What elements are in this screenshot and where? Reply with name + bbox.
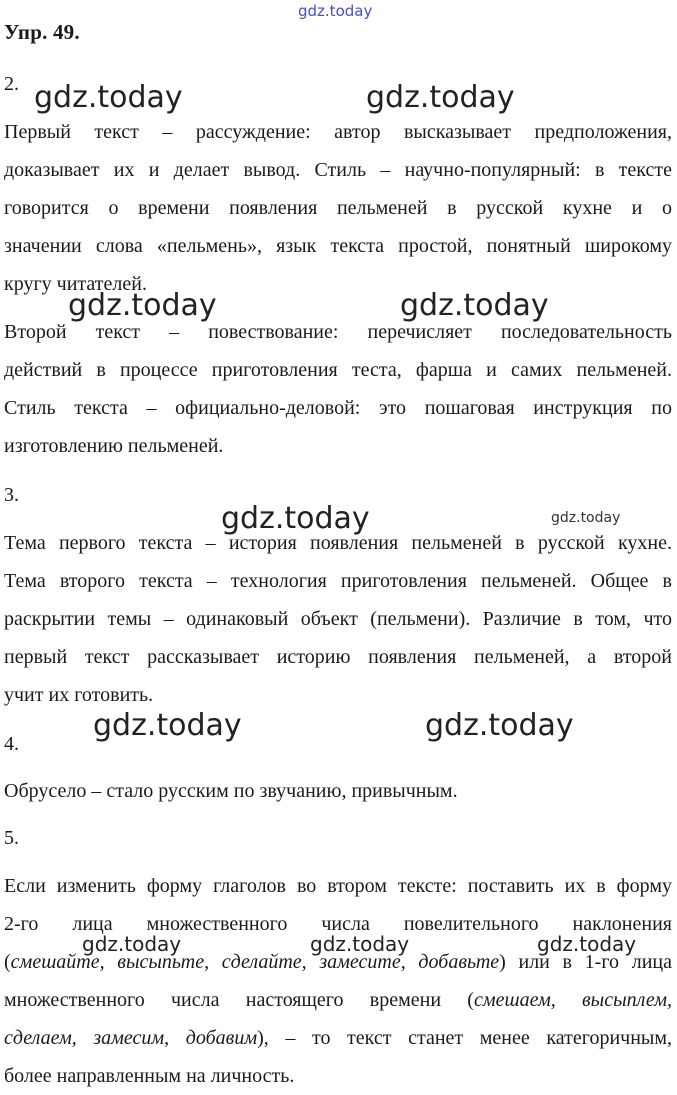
text-line: Первый текст – рассуждение: автор высказывает предположения, — [4, 121, 672, 143]
section-number: 4. — [4, 733, 19, 755]
text-line: изготовлению пельменей. — [4, 435, 224, 457]
watermark: gdz.today — [93, 708, 242, 743]
text-line — [4, 1019, 672, 1057]
watermark: gdz.today — [68, 288, 217, 323]
section-number: 5. — [4, 827, 19, 849]
text-fragment: ( — [4, 951, 11, 973]
paragraph — [4, 524, 672, 714]
section-number: 3. — [4, 484, 19, 506]
italic-verbs: сделаем, замесим, добавим — [4, 1027, 258, 1049]
exercise-title: Упр. 49. — [4, 20, 80, 44]
text-line: 2-го лица множественного числа повелительного наклонения — [4, 913, 672, 935]
text-line — [4, 981, 672, 1019]
watermark: gdz.today — [310, 932, 410, 956]
text-line: Второй текст – повествование: перечисляет последовательность — [4, 321, 672, 343]
text-line: значении слова «пельмень», язык текста простой, понятный широкому — [4, 235, 672, 257]
text-line: действий в процессе приготовления теста, фарша и самих пельменей. — [4, 359, 672, 381]
text-line: учит их готовить. — [4, 684, 154, 706]
watermark-top: gdz.today — [298, 2, 373, 20]
text-line: Если изменить форму глаголов во втором тексте: поставить их в форму — [4, 875, 672, 897]
watermark: gdz.today — [425, 708, 574, 743]
paragraph — [4, 772, 672, 810]
paragraph — [4, 113, 672, 303]
text-line: более направленным на личность. — [4, 1065, 295, 1087]
text-line: говорится о времени появления пельменей в русской кухне и о — [4, 197, 672, 219]
italic-verbs: смешайте, высыпьте, сделайте, замесите, добавьте — [10, 951, 500, 973]
text-line — [4, 943, 672, 981]
text-line: Тема второго текста – технология приготовления пельменей. Общее в — [4, 570, 672, 592]
text-fragment: множественного числа настоящего времени ( — [4, 989, 474, 1011]
text-line: Стиль текста – официально-деловой: это пошаговая инструкция по — [4, 397, 672, 419]
text-line: первый текст рассказывает историю появления пельменей, а второй — [4, 646, 672, 668]
watermark: gdz.today — [400, 288, 549, 323]
text-line: Обрусело – стало русским по звучанию, привычным. — [4, 780, 458, 802]
text-line: раскрытии темы – одинаковый объект (пельмени). Различие в том, что — [4, 608, 672, 630]
watermark: gdz.today — [82, 932, 182, 956]
watermark: gdz.today — [366, 80, 515, 115]
watermark-small: gdz.today — [551, 510, 621, 526]
text-line: Тема первого текста – история появления пельменей в русской кухне. — [4, 532, 672, 554]
watermark: gdz.today — [537, 932, 637, 956]
watermark: gdz.today — [221, 501, 370, 536]
watermark: gdz.today — [34, 80, 183, 115]
text-fragment: ), – то текст станет менее категоричным, — [257, 1027, 672, 1049]
section-number: 2. — [4, 73, 19, 95]
paragraph — [4, 867, 672, 1095]
text-line: доказывает их и делает вывод. Стиль – научно-популярный: в тексте — [4, 159, 672, 181]
paragraph — [4, 313, 672, 465]
text-line: кругу читателей. — [4, 273, 147, 295]
italic-verbs: смешаем, высыплем, — [473, 989, 672, 1011]
text-fragment: ) или в 1-го лица — [499, 951, 672, 973]
